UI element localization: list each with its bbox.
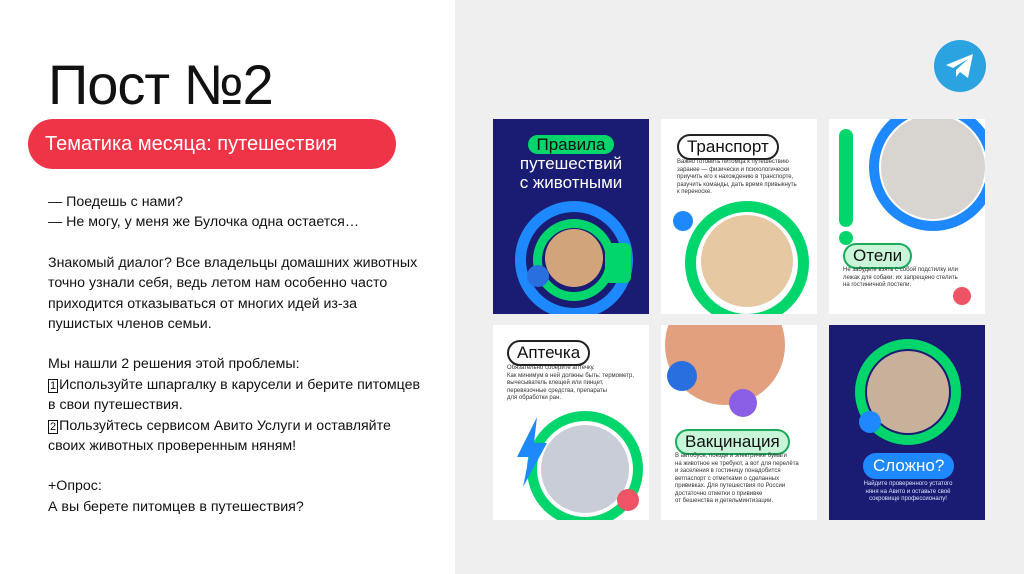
decor-dot	[617, 489, 639, 511]
dog-photo	[701, 215, 793, 307]
card-title: Сложно?	[863, 453, 954, 479]
page-title: Пост №2	[48, 53, 273, 116]
location-icon	[527, 265, 549, 287]
poll-label: +Опрос:	[48, 478, 102, 495]
solution-1: 1 Используйте шпаргалку в карусели и берите питомцев	[50, 376, 421, 393]
carousel-card-firstaid[interactable]: Аптечка Обязательно соберите аптечку. Как минимум в ней должны быть: термометр, вычесыватель клещей или пинцет, перевязочные средства, препараты для обработки ран.	[493, 325, 649, 520]
heart-icon	[859, 411, 881, 433]
card-title: с животными	[519, 173, 623, 192]
card-title: Вакцинация	[675, 429, 790, 455]
vet-photo	[541, 425, 629, 513]
cat-photo	[881, 119, 985, 219]
decor-dot	[953, 287, 971, 305]
carousel-card-transport[interactable]: Транспорт Важно готовить питомца к путешествию заранее — физически и психологически приучить его к нахождению в транспорте, разучить команды, дать время привыкнуть к переноске.	[661, 119, 817, 314]
card-title: путешествий	[519, 154, 623, 173]
pug-photo	[545, 229, 603, 287]
paragraph-line: Знакомый диалог? Все владельцы домашних животных	[48, 254, 418, 271]
paragraph-line: пушистых членов семьи.	[48, 316, 212, 333]
theme-badge: Тематика месяца: путешествия	[28, 119, 396, 169]
lightning-icon	[515, 417, 549, 487]
suitcase-icon	[605, 243, 631, 283]
telegram-icon[interactable]	[934, 40, 986, 92]
solutions-intro: Мы нашли 2 решения этой проблемы:	[48, 356, 300, 373]
carousel-card-intro[interactable]	[493, 119, 649, 314]
poll-question: А вы берете питомцев в путешествия?	[48, 498, 304, 515]
exclamation-icon	[839, 129, 853, 227]
number-badge: 2	[50, 420, 57, 433]
carousel-card-help[interactable]: Сложно? Найдите проверенного устатого няня на Авито и оставьте своё сокровище профессионалу!	[829, 325, 985, 520]
paragraph-line: приходится отказываться от многих идей из-за	[48, 295, 358, 312]
solution-2: 2 Пользуйтесь сервисом Авито Услуги и оставляйте	[50, 417, 391, 434]
carousel-card-vaccination[interactable]: Вакцинация В автобусе, поезде и электричке бумаги на животное не требуют, а вот для перелёта и заселения в гостиницу понадобится ветпаспорт с отметками о сделанных прививках. Для путешествия по России достаточно отметки о прививке от бешенства и дегельминтизации.	[661, 325, 817, 520]
carousel-card-hotels[interactable]: Отели Не забудьте взять с собой подстилку или лежак для собаки: их запрещено стелить на гостиничной постели.	[829, 119, 985, 314]
solution-1-cont: в свои путешествия.	[48, 397, 183, 414]
decor-dot	[673, 211, 693, 231]
text-panel	[0, 0, 455, 574]
card-title: Правила	[528, 135, 613, 154]
card-title: Транспорт	[677, 134, 779, 160]
card-title: Аптечка	[507, 340, 590, 366]
paragraph-line: точно узнали себя, ведь летом нам особенно часто	[48, 275, 388, 292]
number-badge: 1	[50, 379, 57, 392]
post-text	[48, 192, 448, 517]
decor-dot	[729, 389, 757, 417]
card-title: Отели	[843, 243, 912, 269]
dialog-line: — Поедешь с нами?	[48, 194, 184, 210]
solution-2-cont: своих животных проверенным няням!	[48, 438, 297, 455]
dialog-line: — Не могу, у меня же Булочка одна остается…	[48, 214, 360, 231]
